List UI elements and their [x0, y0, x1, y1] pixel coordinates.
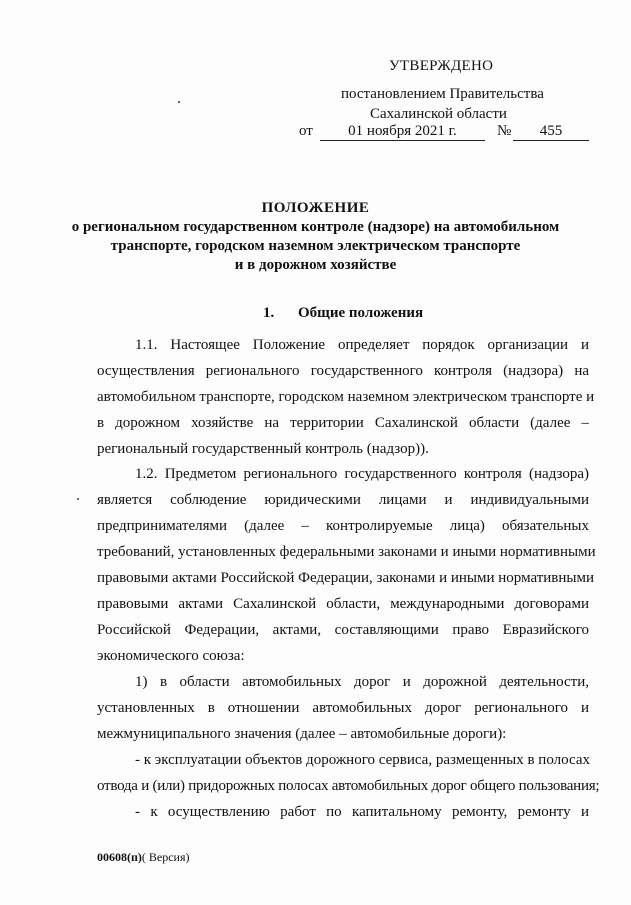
section-number: 1.	[263, 305, 275, 321]
body-line: Российской Федерации, актами, составляющими право Евразийского	[97, 622, 589, 638]
decree-number: 455	[513, 123, 589, 141]
document-subtitle-line-1: о региональном государственном контроле (надзоре) на автомобильном	[71, 219, 560, 235]
document-subtitle-line-3: и в дорожном хозяйстве	[234, 257, 397, 273]
body-line: автомобильном транспорте, городском наземном электрическом транспорте и	[97, 389, 595, 405]
decree-line-1: постановлением Правительства	[341, 86, 544, 102]
body-line: установленных в отношении автомобильных дорог регионального и	[97, 700, 589, 716]
document-footer	[97, 850, 190, 865]
body-line: - к эксплуатации объектов дорожного сервиса, размещенных в полосах	[135, 752, 590, 768]
body-line: отвода и (или) придорожных полосах автомобильных дорог общего пользования;	[97, 778, 600, 794]
decree-date: 01 ноября 2021 г.	[320, 123, 485, 141]
date-label: от	[299, 123, 313, 139]
body-line: экономического союза:	[97, 648, 245, 664]
document-title: ПОЛОЖЕНИЕ	[261, 200, 370, 216]
body-line: 1.2. Предметом регионального государственного контроля (надзора)	[135, 466, 589, 482]
document-code: 00608(п)	[97, 850, 142, 864]
body-line: 1.1. Настоящее Положение определяет порядок организации и	[135, 337, 589, 353]
body-line: в дорожном хозяйстве на территории Сахалинской области (далее –	[97, 415, 589, 431]
approved-stamp: УТВЕРЖДЕНО	[389, 58, 494, 74]
body-line: предпринимателями (далее – контролируемые лица) обязательных	[97, 518, 589, 534]
body-line: осуществления регионального государственного контроля (надзора) на	[97, 363, 589, 379]
body-line: правовыми актами Сахалинской области, международными договорами	[97, 596, 589, 612]
scan-speck	[178, 101, 180, 103]
number-label: №	[497, 123, 512, 139]
body-line: межмуниципального значения (далее – автомобильные дороги):	[97, 726, 507, 742]
section-name: Общие положения	[298, 305, 424, 321]
body-line: 1) в области автомобильных дорог и дорожной деятельности,	[135, 674, 589, 690]
document-subtitle-line-2: транспорте, городском наземном электрическом транспорте	[110, 238, 521, 254]
decree-line-2: Сахалинской области	[370, 106, 507, 122]
body-line: правовыми актами Российской Федерации, законами и иными нормативными	[97, 570, 595, 586]
body-line: является соблюдение юридическими лицами и индивидуальными	[97, 492, 589, 508]
body-line: требований, установленных федеральными законами и иными нормативными	[97, 544, 596, 560]
document-version: ( Версия)	[141, 850, 190, 864]
scan-speck	[77, 498, 79, 500]
body-line: - к осуществлению работ по капитальному ремонту, ремонту и	[135, 804, 589, 820]
body-line: региональный государственный контроль (надзор)).	[97, 441, 429, 457]
